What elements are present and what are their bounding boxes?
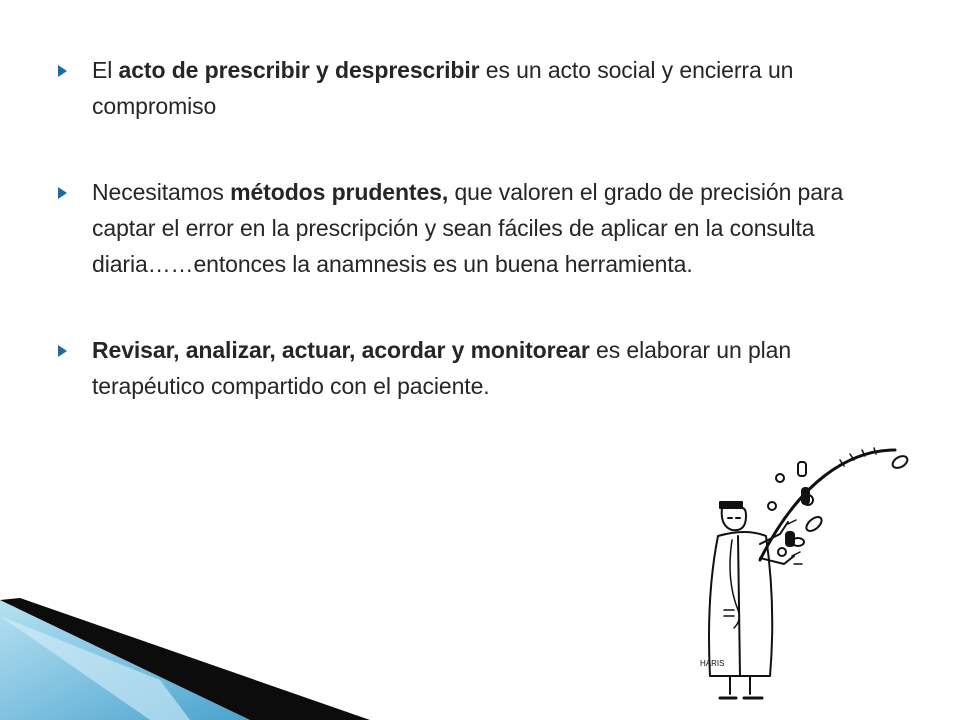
- arrow-bullet-icon: [58, 187, 67, 199]
- head-mirror: [720, 502, 742, 508]
- text-segment: El: [92, 57, 119, 83]
- bullet-item: [58, 174, 908, 282]
- bullet-text: [92, 179, 843, 277]
- bullet-text: [92, 57, 793, 119]
- doctor-juggling-pills-icon: [690, 440, 920, 710]
- arrow-bullet-icon: [58, 345, 67, 357]
- pill-icon: [798, 462, 806, 476]
- pill-icon: [776, 474, 784, 482]
- text-segment: es elaborar un plan terapéutico compartido con el paciente.: [92, 337, 792, 399]
- text-segment: es un acto social y encierra un compromiso: [92, 57, 794, 119]
- bullet-item: [58, 52, 908, 124]
- arrow-bullet-icon: [58, 65, 67, 77]
- pill-icon: [804, 514, 824, 533]
- signature-text: HARIS: [700, 659, 725, 668]
- coat-pocket: [724, 610, 734, 616]
- decorative-wedge: [0, 560, 400, 720]
- pill-icon: [768, 502, 776, 510]
- text-segment: que valoren el grado de precisión para captar el error en la prescripción y sean fáciles de aplicar en la consulta diaria……entonces la anamnesis es un buena herramienta.: [92, 179, 844, 277]
- bullet-item: [58, 332, 908, 404]
- pill-icon: [891, 454, 910, 471]
- doctor-legs: [730, 676, 750, 694]
- bold-segment: acto de prescribir y desprescribir: [118, 57, 480, 83]
- doctor-head: [722, 508, 746, 530]
- bold-segment: Revisar, analizar, actuar, acordar y monitorear: [92, 337, 590, 363]
- coat-seam: [738, 536, 740, 676]
- text-segment: Necesitamos: [92, 179, 231, 205]
- bullet-list: [58, 52, 908, 404]
- bold-segment: métodos prudentes,: [230, 179, 449, 205]
- pill-icon: [778, 548, 786, 556]
- bullet-text: [92, 337, 791, 399]
- juggling-arc: [760, 450, 895, 560]
